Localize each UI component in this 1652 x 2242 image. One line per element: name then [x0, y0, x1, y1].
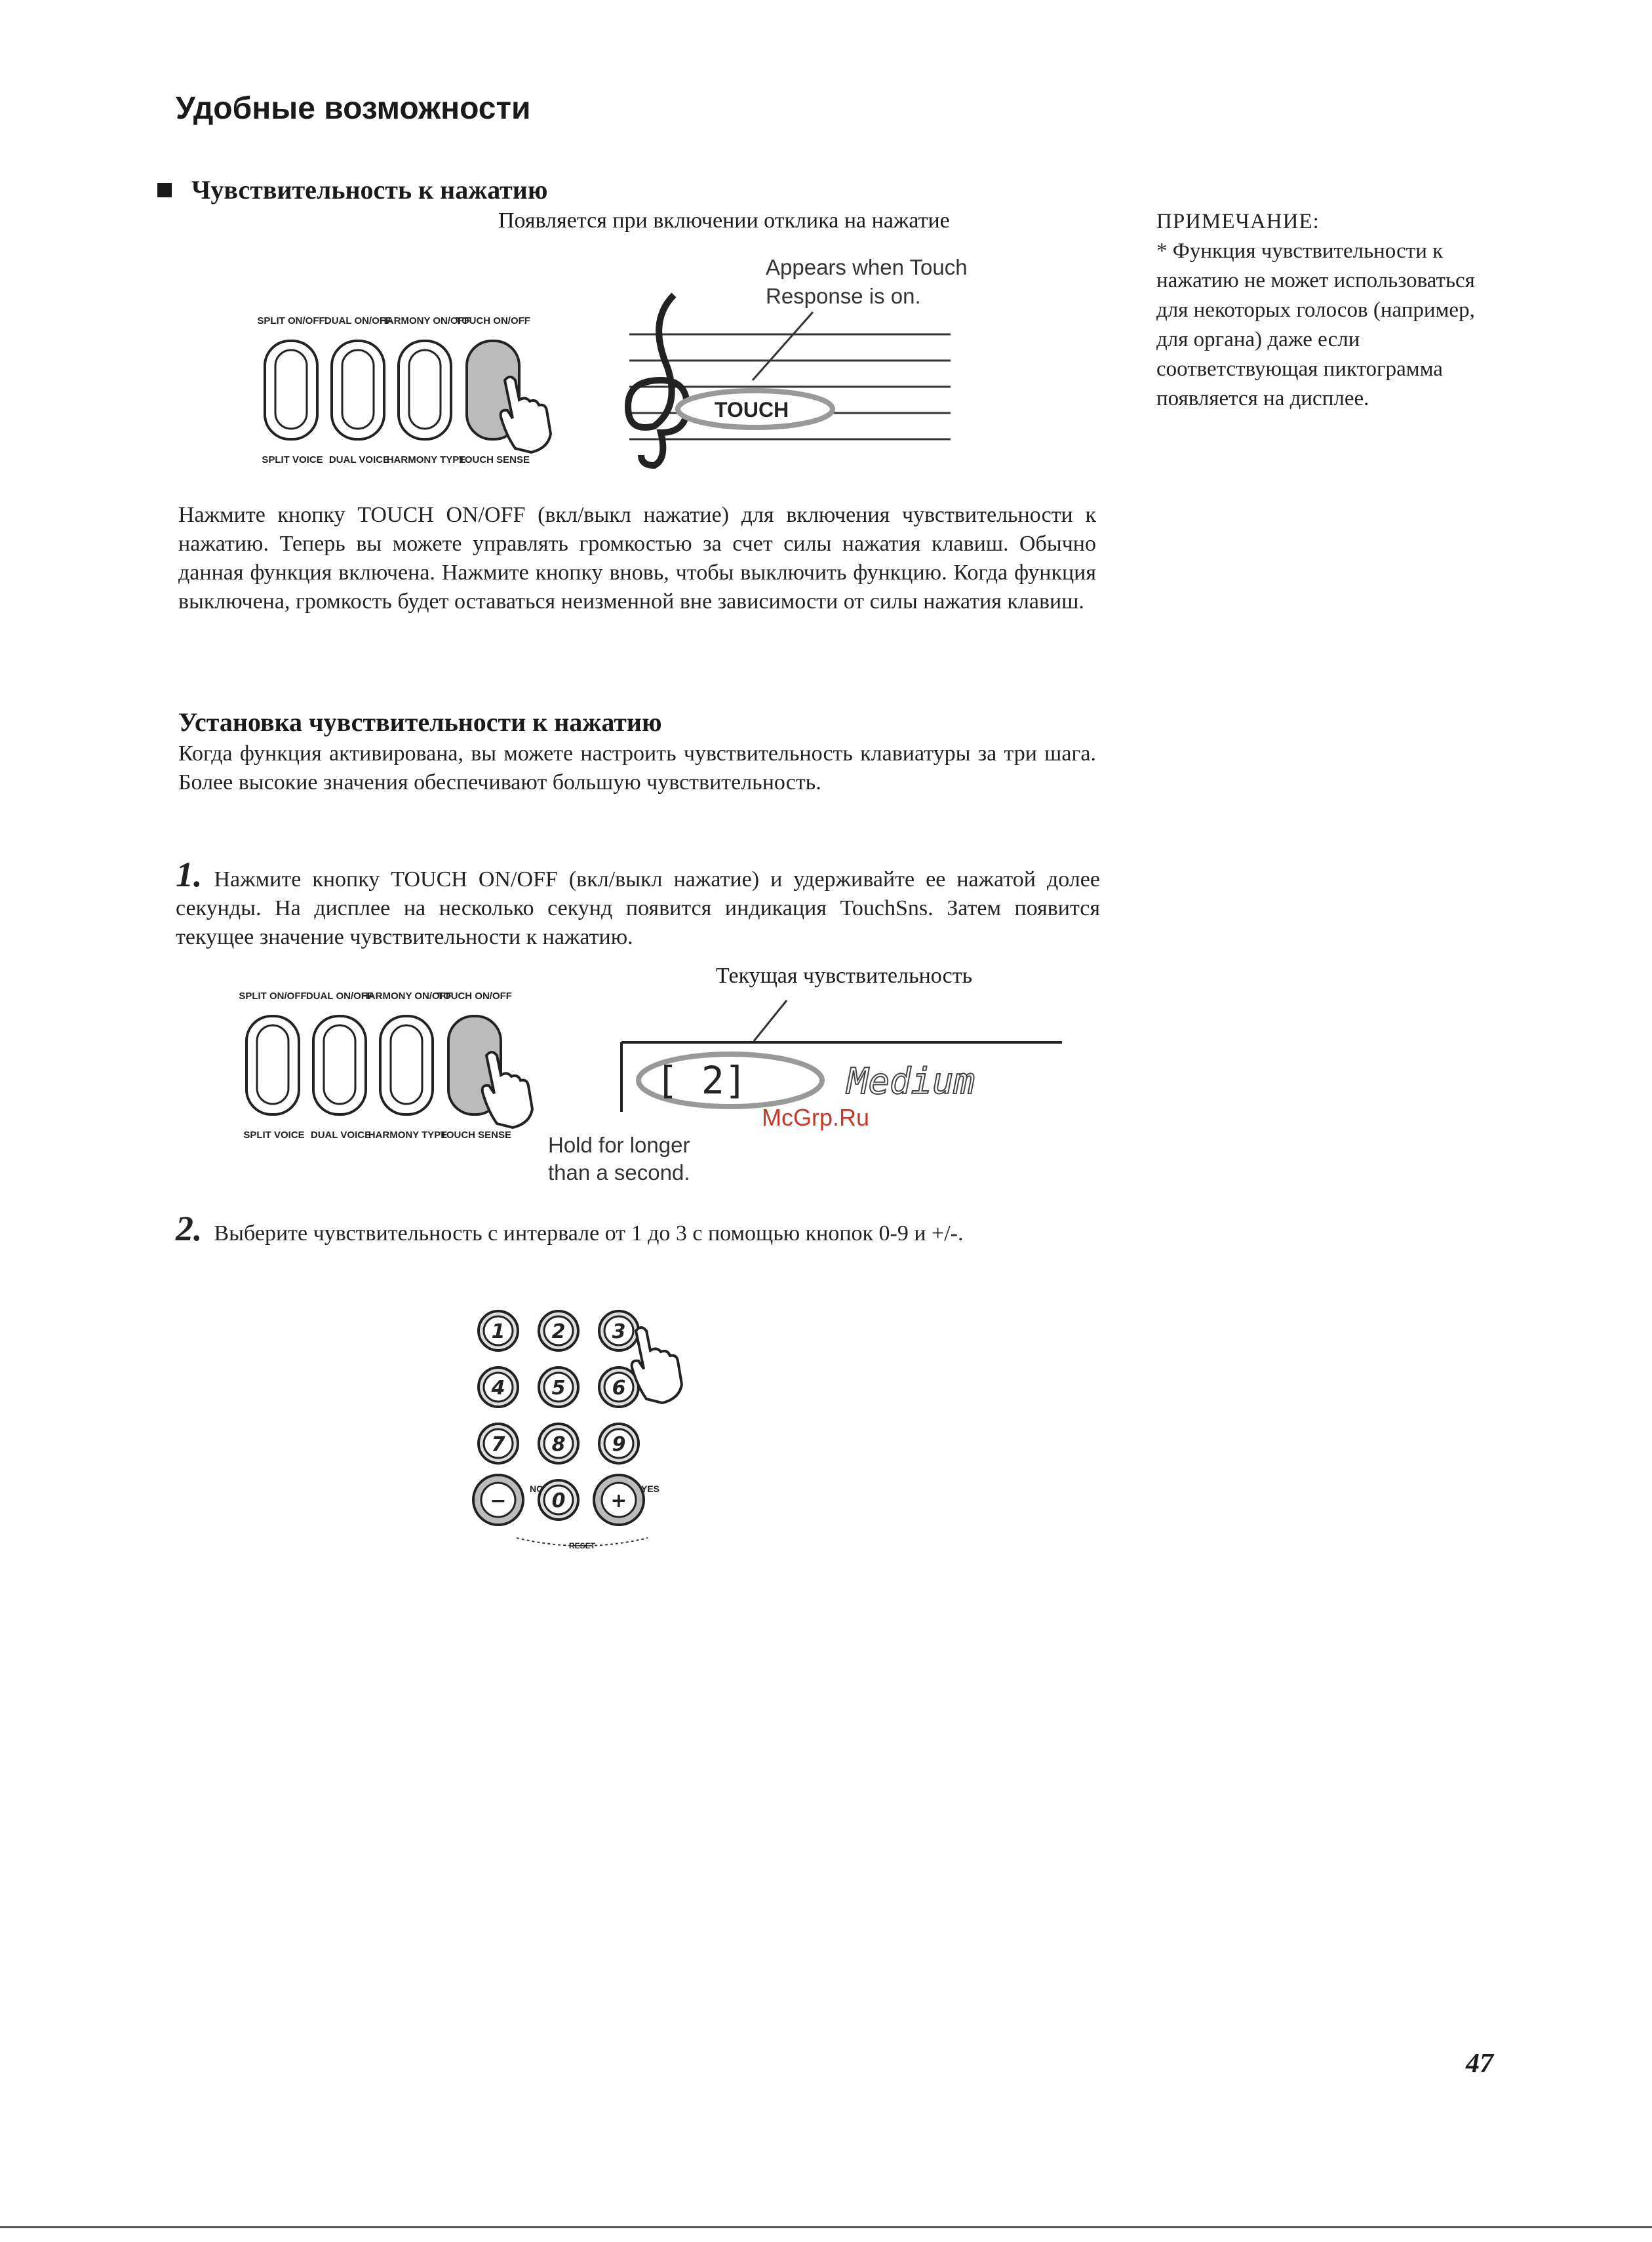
- step-number: 2.: [176, 1209, 203, 1248]
- button-bottom-label: DUAL VOICE: [328, 454, 390, 465]
- section-title-touch: [157, 174, 547, 205]
- callout-line: [754, 1000, 787, 1041]
- split-button: [246, 1016, 299, 1114]
- keypad-key: [599, 1311, 639, 1350]
- watermark: McGrp.Ru: [762, 1104, 870, 1131]
- lcd-display-diagram: [610, 990, 1069, 1114]
- note-title: ПРИМЕЧАНИЕ:: [1156, 210, 1320, 233]
- bullet-square-icon: [157, 183, 172, 197]
- keypad-key-label: −: [490, 1489, 507, 1512]
- keypad-key: [479, 1311, 518, 1350]
- keypad-key-label: 8: [551, 1433, 566, 1456]
- keypad-key-label: 3: [612, 1320, 626, 1343]
- keypad-key: [539, 1424, 578, 1463]
- keypad-key-label: 2: [551, 1320, 566, 1343]
- button-bottom-label: DUAL VOICE: [310, 1130, 372, 1141]
- bottom-rule: [0, 2226, 1652, 2228]
- touch-description-paragraph: Нажмите кнопку TOUCH ON/OFF (вкл/выкл нажатие) для включения чувствительности к нажатию. Теперь вы можете управлять громкостью за счет силы нажатия клавиш. Обычно данная функция включена. Нажмите кнопку вновь, чтобы выключить функцию. Когда функция выключена, громкость будет оставаться неизменной вне зависимости от силы нажатия клавиш.: [178, 503, 1096, 614]
- keypad-key: [539, 1311, 578, 1350]
- keypad-key-label: 9: [612, 1433, 626, 1456]
- button-top-label: SPLIT ON/OFF: [239, 991, 307, 1002]
- sensitivity-name: Medium: [847, 1061, 975, 1102]
- harmony-button: [399, 341, 451, 439]
- keypad-key-label: 5: [551, 1377, 566, 1400]
- dual-button: [332, 341, 384, 439]
- keypad-key-label: 1: [491, 1320, 505, 1343]
- keypad-key-label: 4: [491, 1377, 505, 1400]
- page-title: Удобные возможности: [176, 91, 531, 126]
- button-top-label: TOUCH ON/OFF: [456, 315, 530, 326]
- section-title-sensitivity: Установка чувствительности к нажатию: [178, 707, 662, 737]
- button-bottom-label: HARMONY TYPE: [386, 454, 466, 465]
- keypad-key-label: 6: [612, 1377, 626, 1400]
- section-title-text: Чувствительность к нажатию: [191, 175, 548, 205]
- pointing-hand-icon: [482, 1052, 532, 1128]
- dual-button: [313, 1016, 366, 1114]
- caption-touch-indicator-ru: Появляется при включении отклика на нажатие: [498, 208, 950, 233]
- keypad-key: [539, 1480, 578, 1520]
- caption-current-sensitivity: Текущая чувствительность: [716, 964, 973, 988]
- keypad-key: [599, 1424, 639, 1463]
- no-label: NO: [530, 1484, 543, 1494]
- callout-line: [753, 312, 813, 380]
- hold-note: [548, 1131, 690, 1187]
- step-number: 1.: [176, 855, 203, 894]
- touch-indicator-label: TOUCH: [715, 398, 789, 422]
- caption-en-line: Appears when Touch: [766, 255, 968, 279]
- pointing-hand-icon: [501, 377, 551, 452]
- side-note: [1156, 207, 1497, 414]
- button-bottom-label: HARMONY TYPE: [368, 1130, 448, 1141]
- panel-buttons-diagram-1: [249, 308, 577, 479]
- page-number: 47: [1466, 2049, 1493, 2079]
- panel-buttons-diagram-2: [231, 983, 559, 1154]
- hold-note-line: Hold for longer: [548, 1133, 690, 1157]
- button-bottom-label: SPLIT VOICE: [243, 1130, 305, 1141]
- harmony-button: [380, 1016, 433, 1114]
- button-bottom-label: TOUCH SENSE: [458, 454, 530, 465]
- sensitivity-description-paragraph: Когда функция активирована, вы можете настроить чувствительность клавиатуры за три шага. Более высокие значения обеспечивают большую чувствительность.: [178, 741, 1096, 795]
- keypad-key-label: 0: [551, 1489, 566, 1512]
- button-top-label: HARMONY ON/OFF: [379, 315, 471, 326]
- keypad-key: [479, 1367, 518, 1407]
- button-bottom-label: TOUCH SENSE: [440, 1130, 512, 1141]
- keypad-key: [473, 1475, 523, 1525]
- yes-label: YES: [641, 1484, 660, 1494]
- keypad-key-label: 7: [491, 1433, 505, 1456]
- split-button: [265, 341, 317, 439]
- button-top-label: DUAL ON/OFF: [324, 315, 392, 326]
- button-top-label: HARMONY ON/OFF: [361, 991, 452, 1002]
- hold-note-line: than a second.: [548, 1160, 690, 1185]
- keypad-key-label: +: [610, 1489, 627, 1512]
- step-1: [176, 855, 1100, 952]
- caption-en-line: Response is on.: [766, 284, 921, 308]
- reset-label: RESET: [568, 1541, 596, 1550]
- button-bottom-label: SPLIT VOICE: [262, 454, 323, 465]
- keypad-key: [539, 1367, 578, 1407]
- step-text: Нажмите кнопку TOUCH ON/OFF (вкл/выкл нажатие) и удерживайте ее нажатой долее секунды. На дисплее на несколько секунд появится индикация TouchSns. Затем появится текущее значение чувствительности к нажатию.: [176, 867, 1100, 949]
- note-text: * Функция чувствительности к нажатию не может использоваться для некоторых голосов (например, для органа) даже если соответствующая пиктограмма появляется на дисплее.: [1156, 239, 1475, 410]
- button-top-label: DUAL ON/OFF: [305, 991, 374, 1002]
- step-text: Выберите чувствительность с интервале от 1 до 3 с помощью кнопок 0-9 и +/-.: [214, 1221, 964, 1246]
- button-top-label: TOUCH ON/OFF: [437, 991, 512, 1002]
- button-top-label: SPLIT ON/OFF: [257, 315, 325, 326]
- numeric-keypad: [459, 1305, 708, 1560]
- keypad-key: [594, 1475, 644, 1525]
- sensitivity-value: [ 2]: [656, 1058, 747, 1103]
- step-2: [176, 1209, 1100, 1248]
- display-staff-diagram: [616, 275, 957, 472]
- keypad-key: [479, 1424, 518, 1463]
